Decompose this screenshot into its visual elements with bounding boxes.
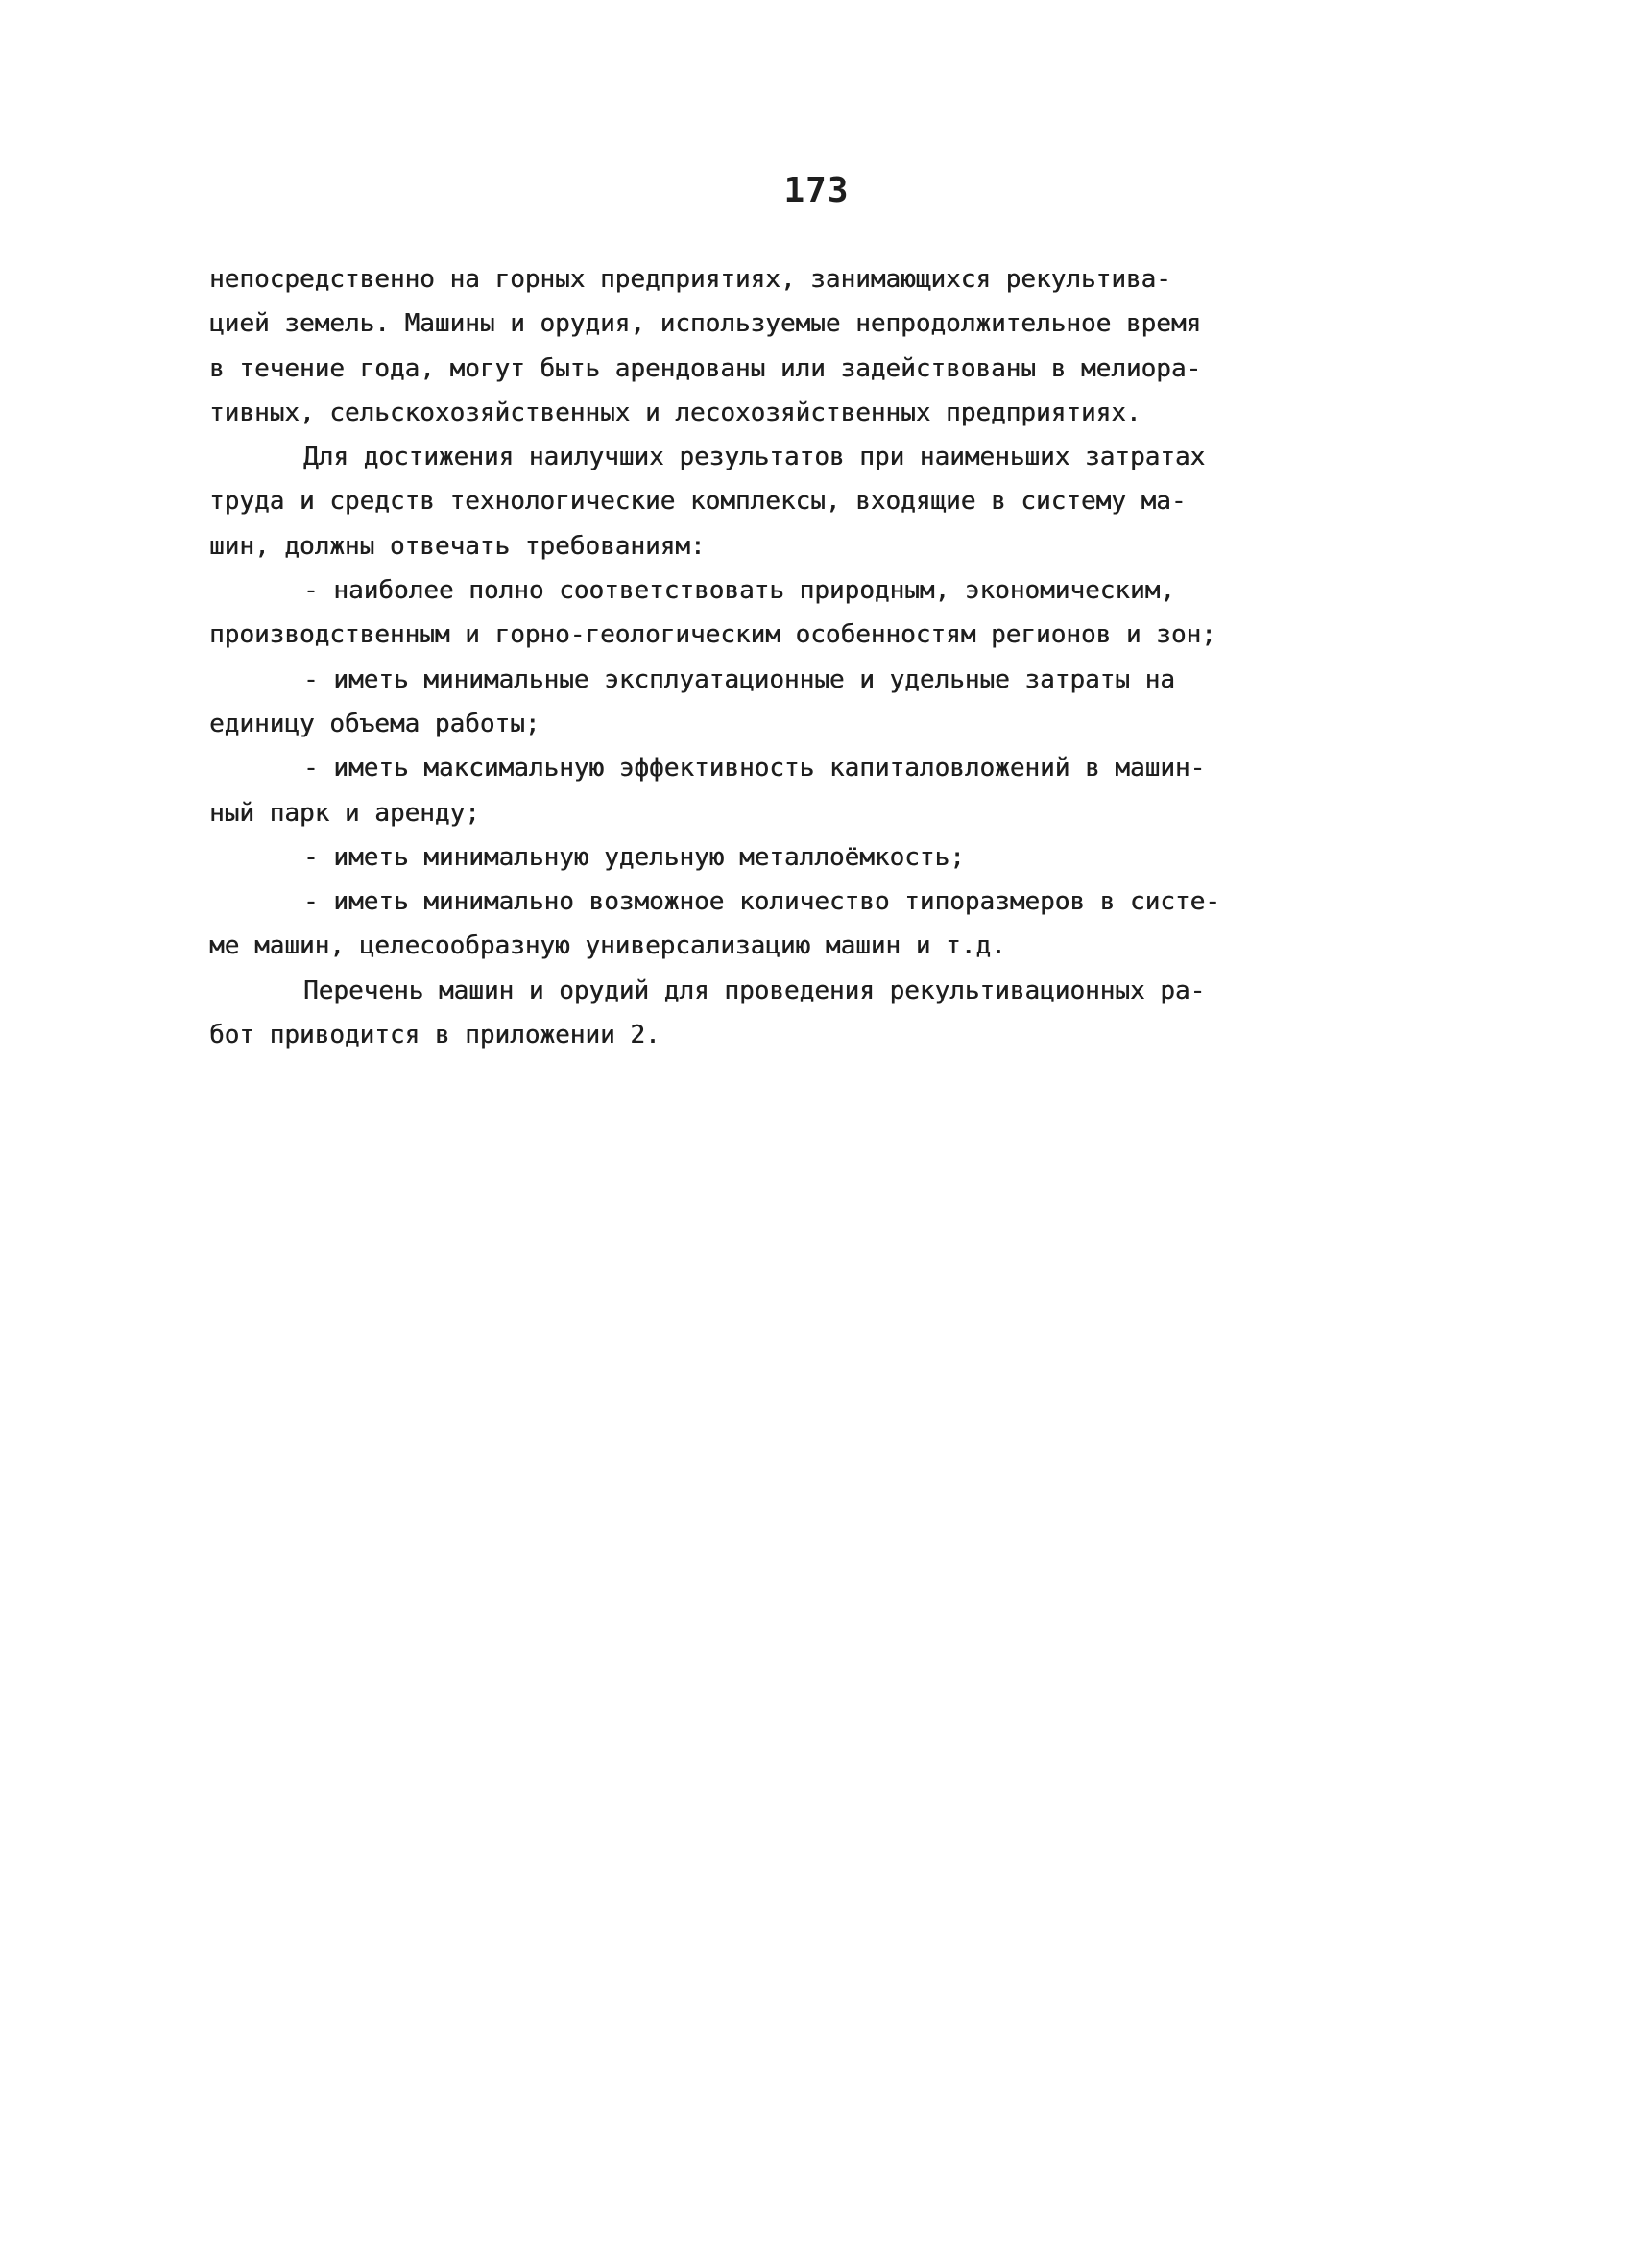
text-line: в течение года, могут быть арендованы или задействованы в мелиора- [209,353,1202,383]
text-line: производственным и горно-геологическим особенностям регионов и зон; [209,620,1216,650]
text-line: бот приводится в приложении 2. [209,1021,660,1050]
page-number: 173 [783,171,850,210]
text-line: - иметь минимально возможное количество типоразмеров в систе- [303,887,1220,917]
body-text [209,257,1448,1057]
text-line: - наиболее полно соответствовать природным, экономическим, [303,576,1175,606]
text-line: - иметь минимальную удельную металлоёмкость; [303,842,965,872]
text-line: ме машин, целесообразную универсализацию машин и т.д. [209,931,1006,961]
text-line: - иметь минимальные эксплуатационные и удельные затраты на [303,664,1175,694]
text-line: - иметь максимальную эффективность капиталовложений в машин- [303,754,1206,784]
text-line: Перечень машин и орудий для проведения рекультивационных ра- [303,976,1206,1005]
text-line: ный парк и аренду; [209,798,480,828]
text-line: шин, должны отвечать требованиям: [209,531,706,561]
text-line: тивных, сельскохозяйственных и лесохозяйственных предприятиях. [209,398,1141,427]
text-line: цией земель. Машины и орудия, используемые непродолжительное время [209,309,1202,339]
text-line: труда и средств технологические комплексы, входящие в систему ма- [209,487,1187,517]
text-line: непосредственно на горных предприятиях, занимающихся рекультива- [209,265,1171,294]
text-line: единицу объема работы; [209,709,540,738]
text-line: Для достижения наилучших результатов при наименьших затратах [303,443,1206,472]
